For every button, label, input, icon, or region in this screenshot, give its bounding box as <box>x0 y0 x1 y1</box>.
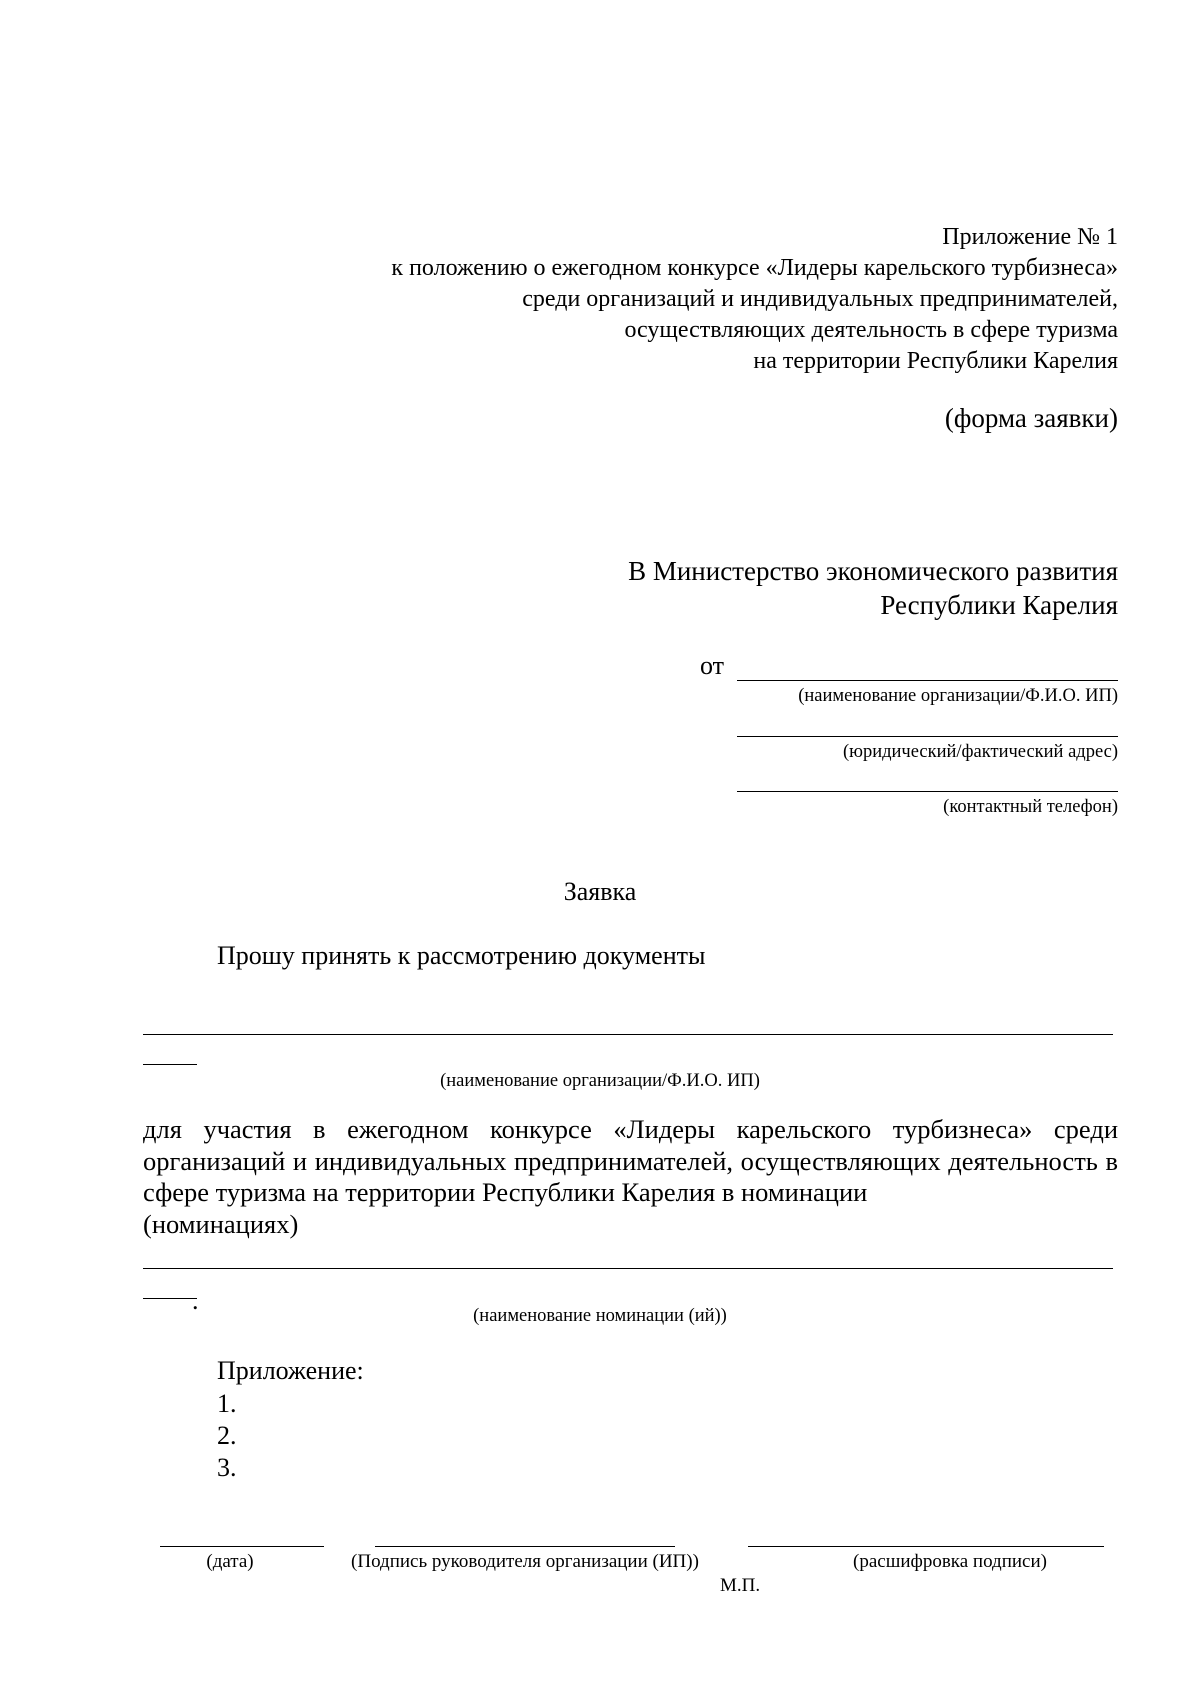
annex-line-regulation: к положению о ежегодном конкурсе «Лидеры карельского турбизнеса» <box>391 255 1118 281</box>
sender-phone-field-line[interactable] <box>737 791 1118 792</box>
annex-line-territory: на территории Республики Карелия <box>753 348 1118 374</box>
participation-text: для участия в ежегодном конкурсе «Лидеры карельского турбизнеса» среди организаций и индивидуальных предпринимателей, осуществляющих деятельность в сфере туризма на территории Республики Карелия в номинации <box>143 1114 1118 1207</box>
addressee-block <box>500 554 1118 622</box>
date-field-line[interactable] <box>160 1546 324 1547</box>
sender-address-caption: (юридический/фактический адрес) <box>842 742 1118 762</box>
org-name-caption: (наименование организации/Ф.И.О. ИП) <box>440 1071 760 1091</box>
sender-name-field-line[interactable] <box>737 680 1118 681</box>
transcript-field-line[interactable] <box>748 1546 1104 1547</box>
annex-line-participants: среди организаций и индивидуальных предпринимателей, <box>522 286 1118 312</box>
attachments-heading: Приложение: <box>217 1356 364 1385</box>
request-text: Прошу принять к рассмотрению документы <box>217 941 706 970</box>
form-note: (форма заявки) <box>944 403 1118 433</box>
sender-phone-caption: (контактный телефон) <box>943 797 1118 817</box>
annex-line-activity: осуществляющих деятельность в сфере туризма <box>624 317 1118 343</box>
document-title: Заявка <box>563 877 637 906</box>
nomination-caption: (наименование номинации (ий)) <box>473 1306 727 1326</box>
nomination-field-line[interactable] <box>143 1268 1113 1269</box>
participation-paragraph <box>143 1114 1118 1240</box>
date-caption: (дата) <box>206 1551 254 1572</box>
org-name-field-line-continuation[interactable] <box>143 1064 197 1065</box>
attachment-item-3: 3. <box>217 1453 237 1482</box>
nomination-period: . <box>192 1286 199 1315</box>
addressee-ministry: В Министерство экономического развития <box>628 556 1118 586</box>
attachment-item-1: 1. <box>217 1389 237 1418</box>
signature-field-line[interactable] <box>375 1546 675 1547</box>
annex-header <box>300 222 1118 377</box>
addressee-republic: Республики Карелия <box>880 590 1118 620</box>
sender-address-field-line[interactable] <box>737 736 1118 737</box>
stamp-place: М.П. <box>720 1575 761 1596</box>
participation-last-line: (номинациях) <box>143 1208 299 1239</box>
org-name-field-line[interactable] <box>143 1034 1113 1035</box>
attachment-item-2: 2. <box>217 1421 237 1450</box>
from-label: от <box>700 651 725 680</box>
sender-name-caption: (наименование организации/Ф.И.О. ИП) <box>798 686 1118 706</box>
annex-number: Приложение № 1 <box>942 224 1118 250</box>
signature-caption: (Подпись руководителя организации (ИП)) <box>351 1551 699 1572</box>
transcript-caption: (расшифровка подписи) <box>853 1551 1047 1572</box>
nomination-field-line-continuation[interactable] <box>143 1298 197 1299</box>
